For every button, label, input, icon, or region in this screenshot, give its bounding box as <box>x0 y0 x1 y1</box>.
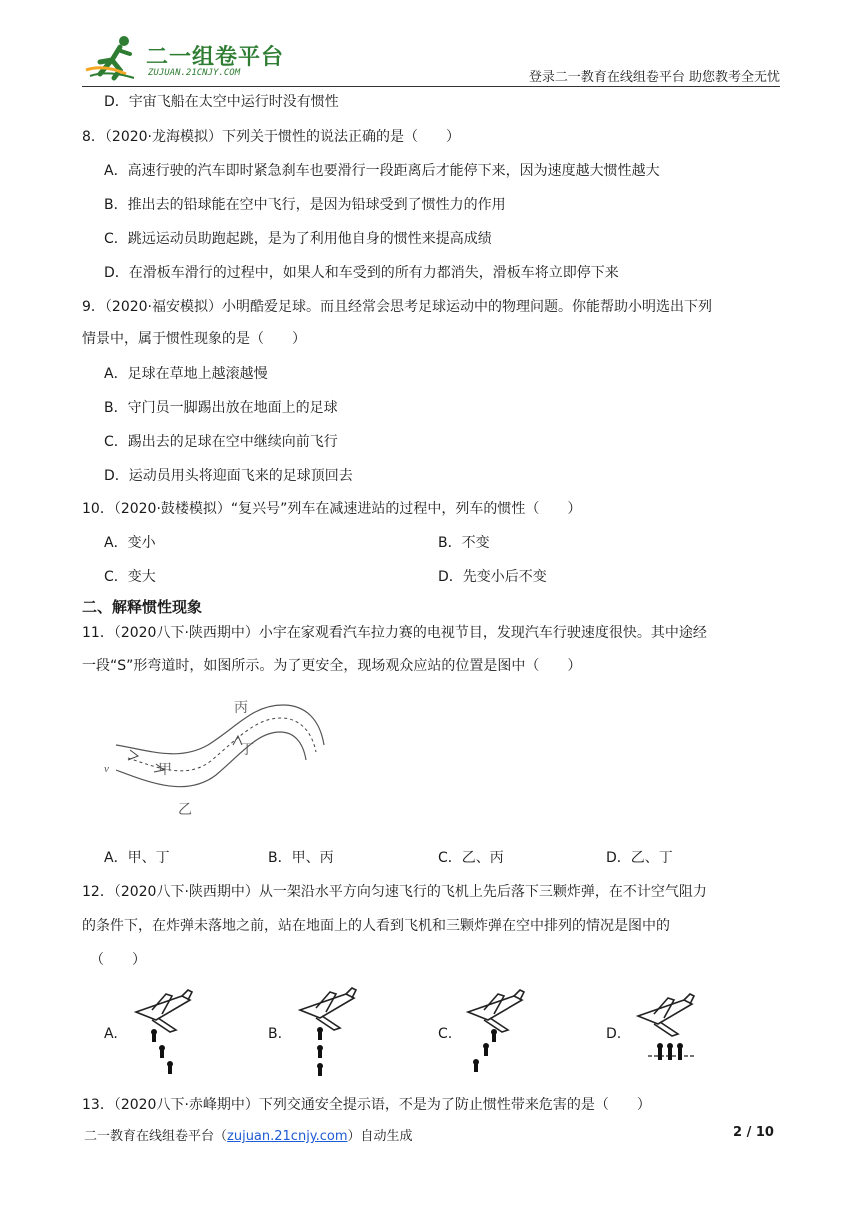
q10-stem: 10．（2020·鼓楼模拟）“复兴号”列车在减速进站的过程中，列车的惯性（ ） <box>82 501 582 517</box>
logo-subtitle: ZUJUAN.21CNJY.COM <box>148 68 241 78</box>
q7-option-d: D．宇宙飞船在太空中运行时没有惯性 <box>104 94 339 110</box>
fig-label-bing: 丙 <box>234 699 248 715</box>
q8-option-a: A．高速行驶的汽车即时紧急刹车也要滑行一段距离后才能停下来，因为速度越大惯性越大 <box>104 163 660 179</box>
logo-title: 二一组卷平台 <box>146 45 285 70</box>
q10-option-c: C．变大 <box>104 569 156 585</box>
q9-option-b: B．守门员一脚踢出放在地面上的足球 <box>104 400 338 416</box>
q10-option-b: B．不变 <box>438 535 490 551</box>
plane-figure-d <box>634 994 700 1070</box>
q12-option-c: C. <box>438 1026 453 1042</box>
q12-stem-line2: 的条件下，在炸弹未落地之前，站在地面上的人看到飞机和三颗炸弹在空中排列的情况是图中的 <box>82 918 670 934</box>
q10-option-a: A．变小 <box>104 535 156 551</box>
site-logo[interactable] <box>82 34 285 84</box>
q9-stem-line1: 9．（2020·福安模拟）小明酷爱足球。而且经常会思考足球运动中的物理问题。你能帮助小明选出下列 <box>82 299 712 315</box>
fig-label-v: v <box>104 763 109 775</box>
q13-stem: 13．（2020八下·赤峰期中）下列交通安全提示语，不是为了防止惯性带来危害的是（ ） <box>82 1097 651 1113</box>
q11-option-b: B．甲、丙 <box>268 850 334 866</box>
q8-option-d: D．在滑板车滑行的过程中，如果人和车受到的所有力都消失，滑板车将立即停下来 <box>104 265 619 281</box>
q8-stem: 8．（2020·龙海模拟）下列关于惯性的说法正确的是（ ） <box>82 129 460 145</box>
plane-figure-b <box>296 988 358 1082</box>
section-title: 二、解释惯性现象 <box>82 598 203 616</box>
page-header <box>82 30 780 87</box>
page-footer <box>84 1125 413 1144</box>
footer-prefix: 二一教育在线组卷平台（ <box>84 1129 228 1144</box>
q9-option-d: D．运动员用头将迎面飞来的足球顶回去 <box>104 468 353 484</box>
q9-option-a: A．足球在草地上越滚越慢 <box>104 366 268 382</box>
q12-option-b: B. <box>268 1026 283 1042</box>
fig-label-yi: 乙 <box>178 801 192 817</box>
s-curve-figure <box>104 690 332 820</box>
q12-stem-line3: （ ） <box>90 952 146 968</box>
q8-option-b: B．推出去的铅球能在空中飞行，是因为铅球受到了惯性力的作用 <box>104 197 506 213</box>
q12-option-d: D. <box>606 1026 622 1042</box>
fig-label-jia: 甲 <box>158 761 172 777</box>
q12-stem-line1: 12．（2020八下·陕西期中）从一架沿水平方向匀速飞行的飞机上先后落下三颗炸弹，在不计空气阻力 <box>82 884 707 900</box>
page-number: 2 / 10 <box>733 1125 774 1140</box>
header-slogan: 登录二一教育在线组卷平台 助您教考全无忧 <box>528 70 780 85</box>
footer-suffix: ）自动生成 <box>347 1129 413 1144</box>
runner-logo-icon <box>84 34 144 80</box>
q11-stem-line1: 11．（2020八下·陕西期中）小宇在家观看汽车拉力赛的电视节目，发现汽车行驶速度很快。其中途经 <box>82 625 707 641</box>
q9-stem-line2: 情景中，属于惯性现象的是（ ） <box>82 331 306 347</box>
q11-stem-line2: 一段“S”形弯道时，如图所示。为了更安全，现场观众应站的位置是图中（ ） <box>82 658 582 674</box>
plane-figure-c <box>464 990 526 1080</box>
q12-option-a: A. <box>104 1026 118 1042</box>
footer-link[interactable]: zujuan.21cnjy.com <box>227 1129 348 1144</box>
plane-figure-a <box>132 990 194 1080</box>
fig-label-ding: 丁 <box>240 741 254 757</box>
q11-option-a: A．甲、丁 <box>104 850 170 866</box>
q10-option-d: D．先变小后不变 <box>438 569 547 585</box>
q9-option-c: C．踢出去的足球在空中继续向前飞行 <box>104 434 338 450</box>
q11-option-d: D．乙、丁 <box>606 850 673 866</box>
q11-option-c: C．乙、丙 <box>438 850 504 866</box>
q8-option-c: C．跳远运动员助跑起跳，是为了利用他自身的惯性来提高成绩 <box>104 231 492 247</box>
